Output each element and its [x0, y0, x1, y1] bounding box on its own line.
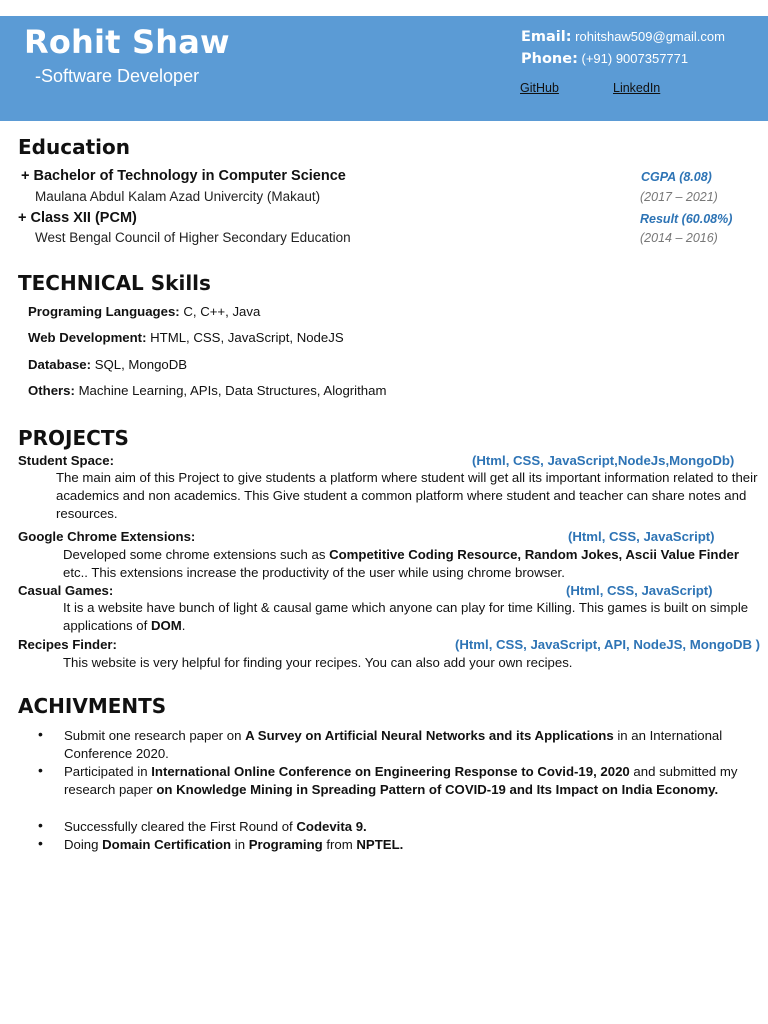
bold-text: on Knowledge Mining in Spreading Pattern of COVID-19 and Its Impact on India Economy.: [156, 782, 719, 798]
achievement-item: [64, 818, 758, 836]
header-banner: [0, 16, 768, 121]
education-degree: + Bachelor of Technology in Computer Science: [21, 168, 346, 184]
bold-text: Domain Certification: [102, 837, 232, 852]
project-tech: (Html, CSS, JavaScript, API, NodeJS, MongoDB ): [455, 637, 761, 652]
bold-text: DOM: [150, 618, 182, 634]
education-institution: Maulana Abdul Kalam Azad Univercity (Makaut): [35, 189, 321, 204]
linkedin-link[interactable]: LinkedIn: [613, 81, 661, 95]
project-tech: (Html, CSS, JavaScript,NodeJs,MongoDb): [472, 453, 735, 468]
skill-label: Web Development:: [28, 330, 147, 345]
text-run: The main aim of this Project to give students a platform where student will get all its important information related to their academics and non academics. This Give student a common platform where student and teacher can share notes and resources.: [56, 470, 758, 522]
bold-text: International Online Conference on Engineering Response to Covid-19, 2020: [151, 764, 630, 779]
skill-value: HTML, CSS, JavaScript, NodeJS: [146, 330, 344, 345]
phone-value: (+91) 9007357771: [581, 51, 689, 66]
bullet-icon: •: [38, 762, 43, 778]
skill-value: Machine Learning, APIs, Data Structures, Alogritham: [74, 383, 387, 398]
skill-row: [28, 330, 344, 345]
education-heading: Education: [18, 135, 130, 159]
skill-value: C, C++, Java: [179, 304, 261, 319]
project-title: Casual Games:: [18, 583, 114, 598]
education-institution: West Bengal Council of Higher Secondary Education: [35, 230, 351, 245]
education-years: (2014 – 2016): [640, 231, 718, 245]
phone-label: Phone:: [521, 51, 578, 67]
bullet-icon: •: [38, 726, 43, 742]
skill-label: Database:: [28, 357, 92, 372]
project-description: [63, 546, 763, 582]
text-run: in an International Conference 2020.: [64, 728, 723, 762]
skill-row: [28, 383, 386, 398]
achievement-item: [64, 836, 758, 854]
achievements-heading: ACHIVMENTS: [18, 694, 167, 718]
text-run: Doing: [64, 837, 103, 852]
text-run: It is a website have bunch of light & causal game which anyone can play for time Killing. This games is built on simple applications of: [63, 600, 749, 634]
project-title: Student Space:: [18, 453, 114, 468]
candidate-role: -Software Developer: [35, 66, 200, 86]
skill-row: [28, 357, 187, 372]
project-title: Recipes Finder:: [18, 637, 117, 652]
bullet-icon: •: [38, 817, 43, 833]
text-run: from: [322, 837, 357, 852]
project-description: [56, 469, 768, 524]
text-run: Developed some chrome extensions such as: [63, 547, 330, 562]
projects-heading: PROJECTS: [18, 426, 129, 450]
text-run: Successfully cleared the First Round of: [64, 819, 297, 834]
bold-text: Programing: [248, 837, 323, 852]
bold-text: A Survey on Artificial Neural Networks and its Applications: [245, 728, 614, 743]
skill-label: Others:: [28, 383, 75, 398]
skill-label: Programing Languages:: [28, 304, 180, 319]
education-grade: CGPA (8.08): [641, 170, 712, 184]
project-description: [63, 599, 763, 635]
text-run: and submitted my research paper: [64, 764, 738, 798]
text-run: in: [231, 837, 249, 852]
project-tech: (Html, CSS, JavaScript): [568, 529, 715, 544]
text-run: Participated in: [64, 764, 152, 779]
text-run: This website is very helpful for finding your recipes. You can also add your own recipes.: [63, 655, 573, 670]
text-run: Submit one research paper on: [64, 728, 246, 743]
candidate-name: Rohit Shaw: [24, 23, 230, 61]
achievement-item: [64, 727, 758, 763]
education-grade: Result (60.08%): [640, 212, 733, 226]
project-description: [63, 654, 763, 672]
project-tech: (Html, CSS, JavaScript): [566, 583, 713, 598]
email-label: Email:: [521, 29, 572, 45]
education-years: (2017 – 2021): [640, 190, 718, 204]
project-title: Google Chrome Extensions:: [18, 529, 196, 544]
text-run: .: [181, 618, 186, 634]
bold-text: Codevita 9.: [296, 819, 367, 834]
github-link[interactable]: GitHub: [520, 81, 559, 95]
phone-row: [521, 51, 688, 67]
email-row: [521, 29, 725, 45]
email-value: rohitshaw509@gmail.com: [575, 29, 725, 44]
text-run: etc.. This extensions increase the productivity of the user while using chrome browser.: [63, 565, 565, 581]
skills-heading: TECHNICAL Skills: [18, 271, 211, 295]
skill-value: SQL, MongoDB: [91, 357, 188, 372]
bullet-icon: •: [38, 835, 43, 851]
bold-text: NPTEL.: [356, 837, 404, 852]
bold-text: Competitive Coding Resource, Random Jokes, Ascii Value Finder: [329, 547, 739, 562]
skill-row: [28, 304, 260, 319]
education-degree: + Class XII (PCM): [18, 210, 137, 226]
achievement-item: [64, 763, 758, 799]
